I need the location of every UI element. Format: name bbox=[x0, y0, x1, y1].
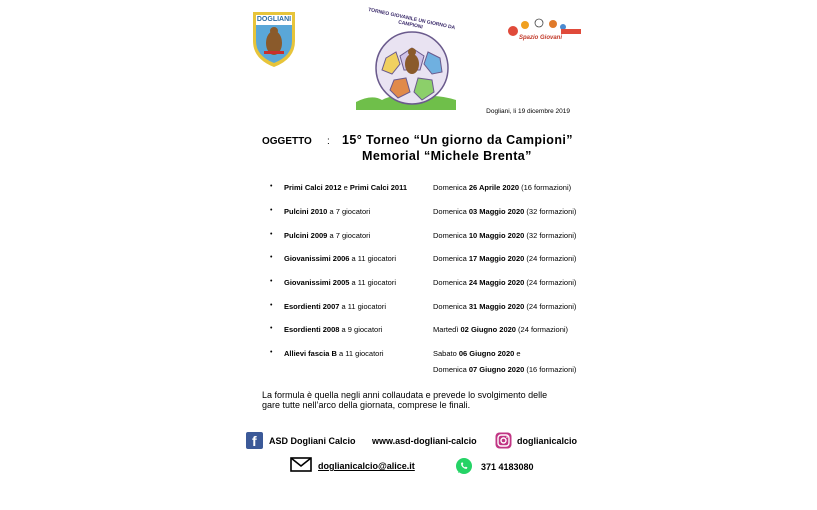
memorial-title: Memorial “Michele Brenta” bbox=[362, 149, 532, 163]
tournament-logo-text: TORNEO GIOVANILE UN GIORNO DA CAMPIONI bbox=[367, 6, 456, 32]
email-link[interactable]: doglianicalcio@alice.it bbox=[318, 461, 415, 471]
bullet: • bbox=[270, 207, 273, 214]
category: Pulcini 2009 a 7 giocatori bbox=[284, 231, 371, 240]
match-date: Martedì 02 Giugno 2020 (24 formazioni) bbox=[433, 325, 569, 334]
spazio-giovani-logo bbox=[505, 17, 583, 47]
tournament-title: 15° Torneo “Un giorno da Campioni” bbox=[342, 133, 573, 147]
tournament-ball-logo bbox=[352, 6, 460, 114]
date-line: Dogliani, li 19 dicembre 2019 bbox=[486, 108, 570, 115]
whatsapp-icon bbox=[455, 457, 473, 475]
instagram-handle[interactable]: doglianicalcio bbox=[517, 436, 578, 446]
subject-label: OGGETTO bbox=[262, 136, 312, 147]
dogliani-logo-text: DOGLIANI bbox=[256, 16, 292, 23]
website-link[interactable]: www.asd-dogliani-calcio bbox=[372, 436, 477, 446]
category: Pulcini 2010 a 7 giocatori bbox=[284, 207, 371, 216]
match-date: Domenica 24 Maggio 2020 (24 formazioni) bbox=[433, 278, 577, 287]
match-date: Domenica 03 Maggio 2020 (32 formazioni) bbox=[433, 207, 577, 216]
instagram-icon bbox=[495, 432, 512, 449]
bullet: • bbox=[270, 325, 273, 332]
match-date-second: Domenica 07 Giugno 2020 (16 formazioni) bbox=[433, 365, 577, 374]
spazio-giovani-text: Spazio Giovani bbox=[519, 35, 563, 41]
facebook-icon: f bbox=[246, 432, 263, 449]
match-date: Domenica 26 Aprile 2020 (16 formazioni) bbox=[433, 183, 572, 192]
email-icon bbox=[290, 457, 312, 472]
bullet: • bbox=[270, 254, 273, 261]
dogliani-shield-logo bbox=[250, 9, 298, 69]
phone-number[interactable]: 371 4183080 bbox=[481, 462, 534, 472]
bullet: • bbox=[270, 278, 273, 285]
category: Allievi fascia B a 11 giocatori bbox=[284, 349, 384, 358]
match-date: Domenica 31 Maggio 2020 (24 formazioni) bbox=[433, 302, 577, 311]
formula-paragraph: La formula è quella negli anni collaudata e prevede lo svolgimento delle gare tutte nell’arco della giornata, comprese le finali. bbox=[262, 390, 548, 410]
category: Giovanissimi 2006 a 11 giocatori bbox=[284, 254, 397, 263]
subject-colon: : bbox=[327, 136, 330, 147]
facebook-page-link[interactable]: ASD Dogliani Calcio bbox=[269, 436, 356, 446]
bullet: • bbox=[270, 349, 273, 356]
bullet: • bbox=[270, 231, 273, 238]
category: Primi Calci 2012 e Primi Calci 2011 bbox=[284, 183, 408, 192]
match-date: Domenica 17 Maggio 2020 (24 formazioni) bbox=[433, 254, 577, 263]
category: Esordienti 2007 a 11 giocatori bbox=[284, 302, 387, 311]
bullet: • bbox=[270, 302, 273, 309]
match-date: Domenica 10 Maggio 2020 (32 formazioni) bbox=[433, 231, 577, 240]
match-date: Sabato 06 Giugno 2020 e bbox=[433, 349, 521, 358]
category: Giovanissimi 2005 a 11 giocatori bbox=[284, 278, 397, 287]
category: Esordienti 2008 a 9 giocatori bbox=[284, 325, 383, 334]
bullet: • bbox=[270, 183, 273, 190]
